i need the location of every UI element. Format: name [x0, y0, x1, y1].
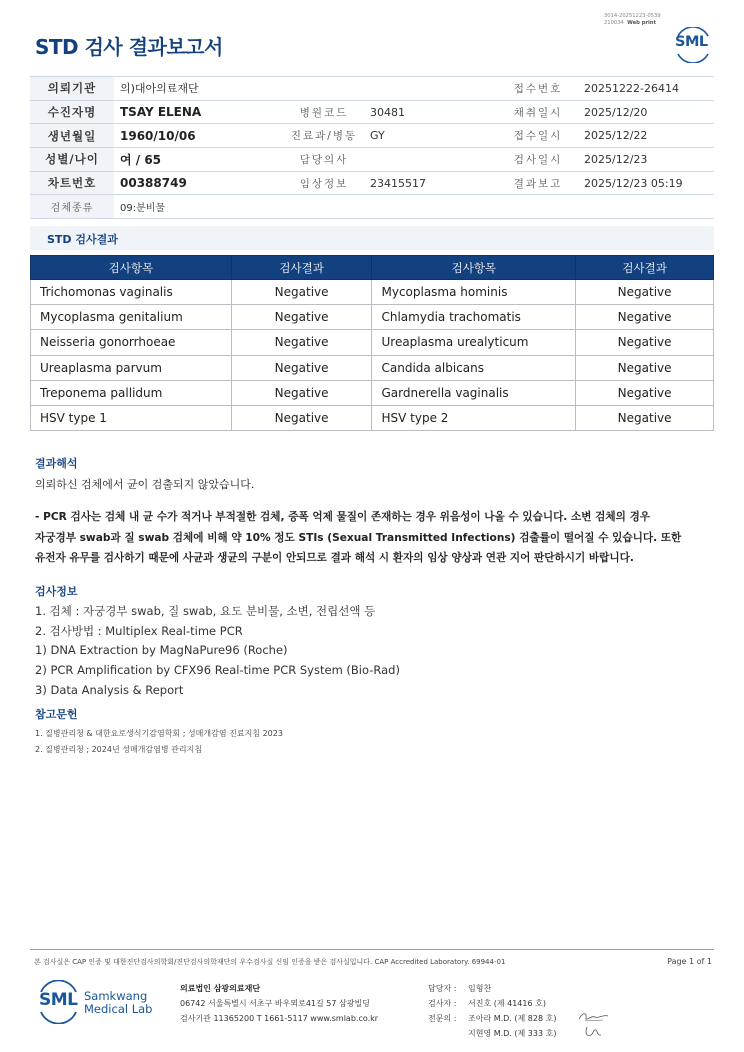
- test-item: HSV type 2: [372, 405, 576, 430]
- interpretation-note-2: 자궁경부 swab과 질 swab 검체에 비해 약 10% 정도 STIs (Sexual Transmitted Infections) 검출률이 떨어질 수 있습니다. 또한: [35, 532, 682, 544]
- table-row: [31, 330, 714, 355]
- results-table: [30, 255, 714, 431]
- document-code: [604, 13, 661, 26]
- logo-name-line-1: Samkwang: [84, 989, 148, 1003]
- info-row: [30, 124, 714, 148]
- test-result: Negative: [231, 405, 372, 430]
- footer-divider: [30, 949, 714, 950]
- info-value: 의)대아의료재단: [114, 77, 284, 101]
- staff-info: [428, 981, 556, 1041]
- reference-line: 1. 질병관리청 & 대한요로생식기감염학회 ; 성매개감염 진료지침 2023: [35, 729, 283, 738]
- specimen-row: [30, 195, 714, 219]
- info-label: 진료과/병동: [284, 124, 364, 148]
- staff-name: 조아라 M.D. (제 828 호): [468, 1014, 557, 1023]
- info-label: 채취일시: [498, 100, 578, 124]
- test-item: Mycoplasma hominis: [372, 280, 576, 305]
- info-label: 결과보고: [498, 171, 578, 195]
- table-row: [31, 405, 714, 430]
- interpretation-text: 의뢰하신 검체에서 균이 검출되지 않았습니다.: [35, 478, 255, 491]
- reference-line: 2. 질병관리청 ; 2024년 성매개감염병 관리지침: [35, 745, 203, 754]
- test-result: Negative: [231, 280, 372, 305]
- results-section-title: STD 검사결과: [47, 233, 118, 246]
- info-value: 23415517: [364, 171, 498, 195]
- staff-name: 서진호 (제 41416 호): [468, 999, 546, 1008]
- test-info-line: 2) PCR Amplification by CFX96 Real-time PCR System (Bio-Rad): [35, 663, 400, 677]
- page-number: Page 1 of 1: [667, 957, 712, 966]
- test-info-line: 2. 검사방법 : Multiplex Real-time PCR: [35, 624, 243, 638]
- info-value: 1960/10/06: [114, 124, 284, 148]
- info-value: 2025/12/23 05:19: [578, 171, 714, 195]
- test-result: Negative: [576, 355, 714, 380]
- info-value: TSAY ELENA: [114, 100, 284, 124]
- test-result: Negative: [231, 305, 372, 330]
- table-row: [31, 355, 714, 380]
- staff-row: [428, 1026, 556, 1041]
- header-test-item: 검사항목: [31, 256, 232, 280]
- code-line-1: 3014-20251223-0539: [604, 13, 661, 19]
- org-contact: 검사기관 11365200 T 1661-5117 www.smlab.co.kr: [180, 1014, 379, 1023]
- staff-row: [428, 1011, 556, 1026]
- info-value: [364, 148, 498, 172]
- org-name: 의료법인 삼광의료재단: [180, 984, 261, 993]
- signature-2: [583, 1024, 607, 1040]
- results-header-row: [31, 256, 714, 280]
- test-item: Candida albicans: [372, 355, 576, 380]
- specimen-value: 09:분비물: [114, 195, 714, 219]
- results-section-header: [30, 226, 714, 250]
- staff-role: 전문의 :: [428, 1014, 457, 1023]
- interpretation-note-1: - PCR 검사는 검체 내 균 수가 적거나 부적절한 검체, 증폭 억제 물질이 존재하는 경우 위음성이 나올 수 있습니다. 소변 검체의 경우: [35, 511, 651, 523]
- info-label: 차트번호: [30, 171, 114, 195]
- test-result: Negative: [576, 305, 714, 330]
- info-label: 접수일시: [498, 124, 578, 148]
- info-row: [30, 100, 714, 124]
- page-title: STD 검사 결과보고서: [35, 35, 223, 59]
- info-label: 성별/나이: [30, 148, 114, 172]
- logo-sml-text: SML: [39, 990, 78, 1010]
- test-item: Treponema pallidum: [31, 380, 232, 405]
- test-info-line: 1. 검체 : 자궁경부 swab, 질 swab, 요도 분비물, 소변, 전립선액 등: [35, 604, 376, 618]
- logo-name-line-2: Medical Lab: [84, 1002, 153, 1016]
- info-value: 00388749: [114, 171, 284, 195]
- test-item: Ureaplasma parvum: [31, 355, 232, 380]
- table-row: [31, 305, 714, 330]
- test-result: Negative: [576, 380, 714, 405]
- signature-1: [577, 1010, 611, 1024]
- staff-row: [428, 996, 556, 1011]
- info-label: 의뢰기관: [30, 77, 114, 101]
- test-item: Ureaplasma urealyticum: [372, 330, 576, 355]
- info-row: [30, 171, 714, 195]
- info-row: [30, 77, 714, 101]
- test-item: HSV type 1: [31, 405, 232, 430]
- test-info-title: 검사정보: [35, 585, 78, 598]
- table-row: [31, 280, 714, 305]
- logo-text: SML: [675, 34, 708, 50]
- info-value: [364, 77, 498, 101]
- info-label: [284, 77, 364, 101]
- table-row: [31, 380, 714, 405]
- info-label: 검사일시: [498, 148, 578, 172]
- patient-info-table: [30, 76, 714, 219]
- organization-info: [180, 981, 378, 1026]
- staff-role: [428, 1026, 468, 1041]
- staff-role: 검사자 :: [428, 999, 457, 1008]
- info-value: 2025/12/22: [578, 124, 714, 148]
- header-test-result: 검사결과: [576, 256, 714, 280]
- logo-name: [84, 990, 152, 1016]
- test-item: Chlamydia trachomatis: [372, 305, 576, 330]
- info-value: 2025/12/20: [578, 100, 714, 124]
- test-result: Negative: [231, 380, 372, 405]
- info-label: 담당의사: [284, 148, 364, 172]
- info-value: 여 / 65: [114, 148, 284, 172]
- sml-logo: [672, 27, 714, 63]
- info-value: 20251222-26414: [578, 77, 714, 101]
- accreditation-note: 본 검사실은 CAP 인증 및 대한진단검사의학회/진단검사의학재단의 우수검사실 신임 인증을 받은 검사실입니다. CAP Accredited Laboratory. 69944-01: [34, 958, 506, 966]
- specimen-label: 검체종류: [30, 195, 114, 219]
- staff-row: [428, 981, 556, 996]
- interpretation-title: 결과해석: [35, 457, 78, 470]
- header-test-item: 검사항목: [372, 256, 576, 280]
- info-label: 생년월일: [30, 124, 114, 148]
- info-value: 30481: [364, 100, 498, 124]
- test-item: Gardnerella vaginalis: [372, 380, 576, 405]
- info-value: 2025/12/23: [578, 148, 714, 172]
- test-info-line: 3) Data Analysis & Report: [35, 683, 184, 697]
- info-row: [30, 148, 714, 172]
- test-item: Trichomonas vaginalis: [31, 280, 232, 305]
- header-test-result: 검사결과: [231, 256, 372, 280]
- references-title: 참고문헌: [35, 708, 78, 721]
- test-info-line: 1) DNA Extraction by MagNaPure96 (Roche): [35, 643, 288, 657]
- staff-role: 담당자 :: [428, 984, 457, 993]
- test-result: Negative: [231, 355, 372, 380]
- test-result: Negative: [231, 330, 372, 355]
- test-item: Mycoplasma genitalium: [31, 305, 232, 330]
- samkwang-logo: [36, 980, 166, 1024]
- test-result: Negative: [576, 330, 714, 355]
- web-print-label: Web print: [627, 19, 656, 26]
- code-line-2: 210034: [604, 19, 624, 26]
- test-result: Negative: [576, 280, 714, 305]
- info-label: 병원코드: [284, 100, 364, 124]
- staff-name: 임형찬: [468, 984, 492, 993]
- info-value: GY: [364, 124, 498, 148]
- info-label: 수진자명: [30, 100, 114, 124]
- test-item: Neisseria gonorrhoeae: [31, 330, 232, 355]
- org-address: 06742 서울특별시 서초구 바우뫼로41길 57 삼광빌딩: [180, 999, 370, 1008]
- staff-name: 지현영 M.D. (제 333 호): [468, 1029, 557, 1038]
- info-label: 임상정보: [284, 171, 364, 195]
- interpretation-note-3: 유전자 유무를 검사하기 때문에 사균과 생균의 구분이 안되므로 결과 해석 시 환자의 임상 양상과 연관 지어 판단하시기 바랍니다.: [35, 552, 634, 564]
- info-label: 접수번호: [498, 77, 578, 101]
- test-result: Negative: [576, 405, 714, 430]
